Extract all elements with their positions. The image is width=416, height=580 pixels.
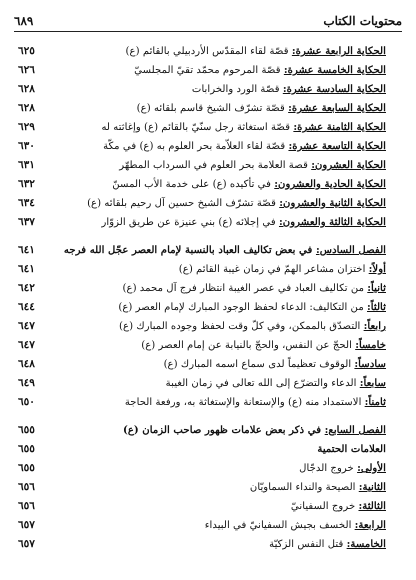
- toc-entry-text: قصّة استغاثة رجل سنّيّ بالقائم (ع) وإغاثته له: [101, 122, 294, 133]
- toc-page-number: ٦٥٥: [18, 443, 35, 455]
- toc-page-number: ٦٣٧: [18, 216, 35, 228]
- toc-entry: [18, 80, 386, 99]
- toc-entry-label: الحكاية الحادية والعشرون:: [274, 178, 386, 190]
- toc-entry-title: [58, 421, 386, 440]
- toc-entry: [18, 260, 386, 279]
- toc-entry-text: قصة العلامة بحر العلوم في السرداب المطهّر: [119, 160, 312, 171]
- toc-entry-label: الحكاية السابعة عشرة:: [288, 102, 386, 114]
- toc-entry: [18, 459, 386, 478]
- toc-entry-title: [58, 516, 386, 535]
- toc-entry-text: في إجلائه (ع) بني عنيزة عن طريق الزوّار: [101, 217, 279, 228]
- toc-entry-text: قصّة المرحوم محمّد تقيّ المجلسيّ: [134, 65, 284, 76]
- toc-page-number: ٦٢٩: [18, 121, 35, 133]
- toc-entry-label: سادساً:: [354, 358, 386, 370]
- toc-entry-text: الدعاء والتضرّع إلى الله تعالى في زمان الغيبة: [165, 378, 360, 389]
- toc-entry-label: ثامناً:: [364, 396, 386, 408]
- toc-entry-label: الحكاية الرابعة عشرة:: [291, 45, 386, 57]
- toc-entry: [18, 317, 386, 336]
- toc-entry-label: الحكاية التاسعة عشرة:: [288, 140, 386, 152]
- toc-entry-title: [58, 535, 386, 554]
- toc-entry-label: الفصل السابع:: [324, 424, 386, 436]
- toc-entry-label: الحكاية العشرون:: [311, 159, 386, 171]
- toc-entry-text: من تكاليف العباد في عصر الغيبة انتظار فرج آل محمد (ع): [122, 283, 368, 294]
- toc-entry-label: الحكاية الثالثة والعشرون:: [278, 216, 386, 228]
- toc-entry: [18, 99, 386, 118]
- toc-entry-text: الاستمداد منه (ع) والإستعانة والإستغاثة به، ورفعة الحاجة: [124, 397, 365, 408]
- toc-entry-title: [58, 61, 386, 80]
- toc-entry: [18, 535, 386, 554]
- toc-entry: [18, 421, 386, 440]
- toc-entry-text: قتل النفس الزكيّة: [269, 539, 347, 550]
- toc-entry-text: خروج الدجّال: [299, 463, 358, 474]
- toc-entry-label: الحكاية السادسة عشرة:: [282, 83, 386, 95]
- page-header: [14, 12, 402, 30]
- toc-entry-title: [58, 241, 386, 260]
- toc-entry-text: قصّة تشرّف الشيخ حسين آل رحيم بلقائه (ع): [87, 198, 280, 209]
- toc-page-number: ٦٥٠: [18, 396, 35, 408]
- toc-entry-title: [58, 80, 386, 99]
- toc-entry-text: في ذكر بعض علامات ظهور صاحب الزمان (ع): [123, 424, 325, 436]
- toc-page-number: ٦٥٥: [18, 424, 35, 436]
- toc-entry-label: الخامسة:: [346, 538, 386, 550]
- toc-entry-label: الحكاية الخامسة عشرة:: [283, 64, 386, 76]
- toc-page-number: ٦٥٥: [18, 462, 35, 474]
- toc-page-number: ٦٢٨: [18, 102, 35, 114]
- toc-entry-label: رابعاً:: [363, 320, 386, 332]
- toc-entry-title: [58, 478, 386, 497]
- toc-entry-label: أولاً:: [368, 263, 386, 275]
- toc-page-number: ٦٢٨: [18, 83, 35, 95]
- toc-entry-text: اختزان مشاعر الهمّ في زمان غيبة القائم (ع): [178, 264, 369, 275]
- table-of-contents: [18, 42, 386, 554]
- toc-entry: [18, 440, 386, 459]
- toc-entry: [18, 194, 386, 213]
- toc-entry-label: الفصل السادس:: [315, 244, 386, 256]
- toc-page-number: ٦٢٦: [18, 64, 35, 76]
- toc-page-number: ٦٣٤: [18, 197, 35, 209]
- toc-entry-label: العلامات الحتمية: [317, 443, 386, 455]
- toc-entry: [18, 42, 386, 61]
- toc-entry-text: في بعض تكاليف العباد بالنسبة لإمام العصر عجّل الله فرجه: [63, 244, 316, 256]
- toc-entry-label: الأولى:: [357, 462, 386, 474]
- toc-entry-title: [58, 260, 386, 279]
- toc-entry: [18, 497, 386, 516]
- toc-entry-title: [58, 137, 386, 156]
- toc-entry: [18, 298, 386, 317]
- page-title: محتويات الكتاب: [323, 14, 402, 28]
- toc-entry-label: الثانية:: [358, 481, 386, 493]
- toc-page-number: ٦٢٥: [18, 45, 35, 57]
- toc-page-number: ٦٣٢: [18, 178, 35, 190]
- toc-entry-title: [58, 374, 386, 393]
- toc-entry-text: قصّة لقاء العلاّمة بحر العلوم به (ع) في مكّة: [103, 141, 289, 152]
- toc-page-number: ٦٤٧: [18, 339, 35, 351]
- toc-entry-text: قصّة تشرّف الشيخ قاسم بلقائه (ع): [136, 103, 289, 114]
- toc-entry-title: [58, 298, 386, 317]
- toc-page-number: ٦٤٨: [18, 358, 35, 370]
- toc-entry-title: [58, 175, 386, 194]
- toc-entry-title: [58, 459, 386, 478]
- toc-entry-title: [58, 194, 386, 213]
- toc-entry-label: ثالثاً:: [367, 301, 386, 313]
- toc-entry-label: الثالثة:: [358, 500, 386, 512]
- toc-entry-text: قصّة الورد والخرابات: [191, 84, 283, 95]
- toc-entry-text: الصيحة والنداء السماويّان: [249, 482, 359, 493]
- toc-entry-title: [58, 156, 386, 175]
- toc-entry-title: [58, 213, 386, 232]
- toc-entry-title: [58, 355, 386, 374]
- toc-page-number: ٦٥٦: [18, 481, 35, 493]
- toc-entry: [18, 374, 386, 393]
- toc-entry-label: الحكاية الثامنة عشرة:: [293, 121, 386, 133]
- toc-page-number: ٦٣١: [18, 159, 35, 171]
- header-divider: [14, 31, 402, 32]
- toc-entry: [18, 213, 386, 232]
- toc-entry: [18, 355, 386, 374]
- toc-entry-title: [58, 317, 386, 336]
- toc-entry: [18, 118, 386, 137]
- toc-page-number: ٦٥٧: [18, 519, 35, 531]
- toc-entry: [18, 156, 386, 175]
- toc-entry: [18, 279, 386, 298]
- toc-page-number: ٦٤٩: [18, 377, 35, 389]
- toc-entry: [18, 61, 386, 80]
- toc-entry-text: الخسف بجيش السفيانيّ في البيداء: [204, 520, 355, 531]
- toc-entry: [18, 393, 386, 412]
- toc-entry-text: قصّة لقاء المقدّس الأردبيلي بالقائم (ع): [125, 46, 292, 57]
- toc-entry: [18, 241, 386, 260]
- toc-entry-text: خروج السفيانيّ: [290, 501, 359, 512]
- toc-page-number: ٦٤١: [18, 263, 35, 275]
- page-number: ٦٨٩: [14, 14, 34, 28]
- toc-entry-text: الحجّ عن النفس، والحجّ بالنيابة عن إمام العصر (ع): [141, 340, 356, 351]
- toc-entry-title: [58, 99, 386, 118]
- toc-entry-label: الحكاية الثانية والعشرون:: [279, 197, 386, 209]
- toc-entry-text: التصدّق بالممكن، وفي كلّ وقت لحفظ وجوده المبارك (ع): [119, 321, 364, 332]
- toc-entry-title: [58, 336, 386, 355]
- toc-entry-text: من التكاليف: الدعاء لحفظ الوجود المبارك لإمام العصر (ع): [118, 302, 368, 313]
- toc-entry-title: [58, 118, 386, 137]
- toc-entry-title: [58, 440, 386, 459]
- toc-page-number: ٦٣٠: [18, 140, 35, 152]
- toc-page-number: ٦٤٢: [18, 282, 35, 294]
- toc-entry-label: ثانياً:: [367, 282, 386, 294]
- toc-entry-title: [58, 279, 386, 298]
- toc-page-number: ٦٥٦: [18, 500, 35, 512]
- toc-entry-label: الرابعة:: [354, 519, 386, 531]
- toc-entry-title: [58, 497, 386, 516]
- toc-entry-label: خامساً:: [355, 339, 386, 351]
- toc-page-number: ٦٥٧: [18, 538, 35, 550]
- toc-page-number: ٦٤٧: [18, 320, 35, 332]
- toc-entry-label: سابعاً:: [359, 377, 386, 389]
- toc-entry: [18, 336, 386, 355]
- toc-entry: [18, 516, 386, 535]
- toc-entry-title: [58, 393, 386, 412]
- toc-page-number: ٦٤١: [18, 244, 35, 256]
- toc-entry-text: في تأكيده (ع) على خدمة الأب المسنّ: [112, 179, 275, 190]
- toc-entry-text: الوقوف تعظيماً لدى سماع اسمه المبارك (ع): [163, 359, 355, 370]
- toc-entry: [18, 175, 386, 194]
- toc-entry: [18, 137, 386, 156]
- toc-entry: [18, 478, 386, 497]
- toc-entry-title: [58, 42, 386, 61]
- toc-page-number: ٦٤٤: [18, 301, 35, 313]
